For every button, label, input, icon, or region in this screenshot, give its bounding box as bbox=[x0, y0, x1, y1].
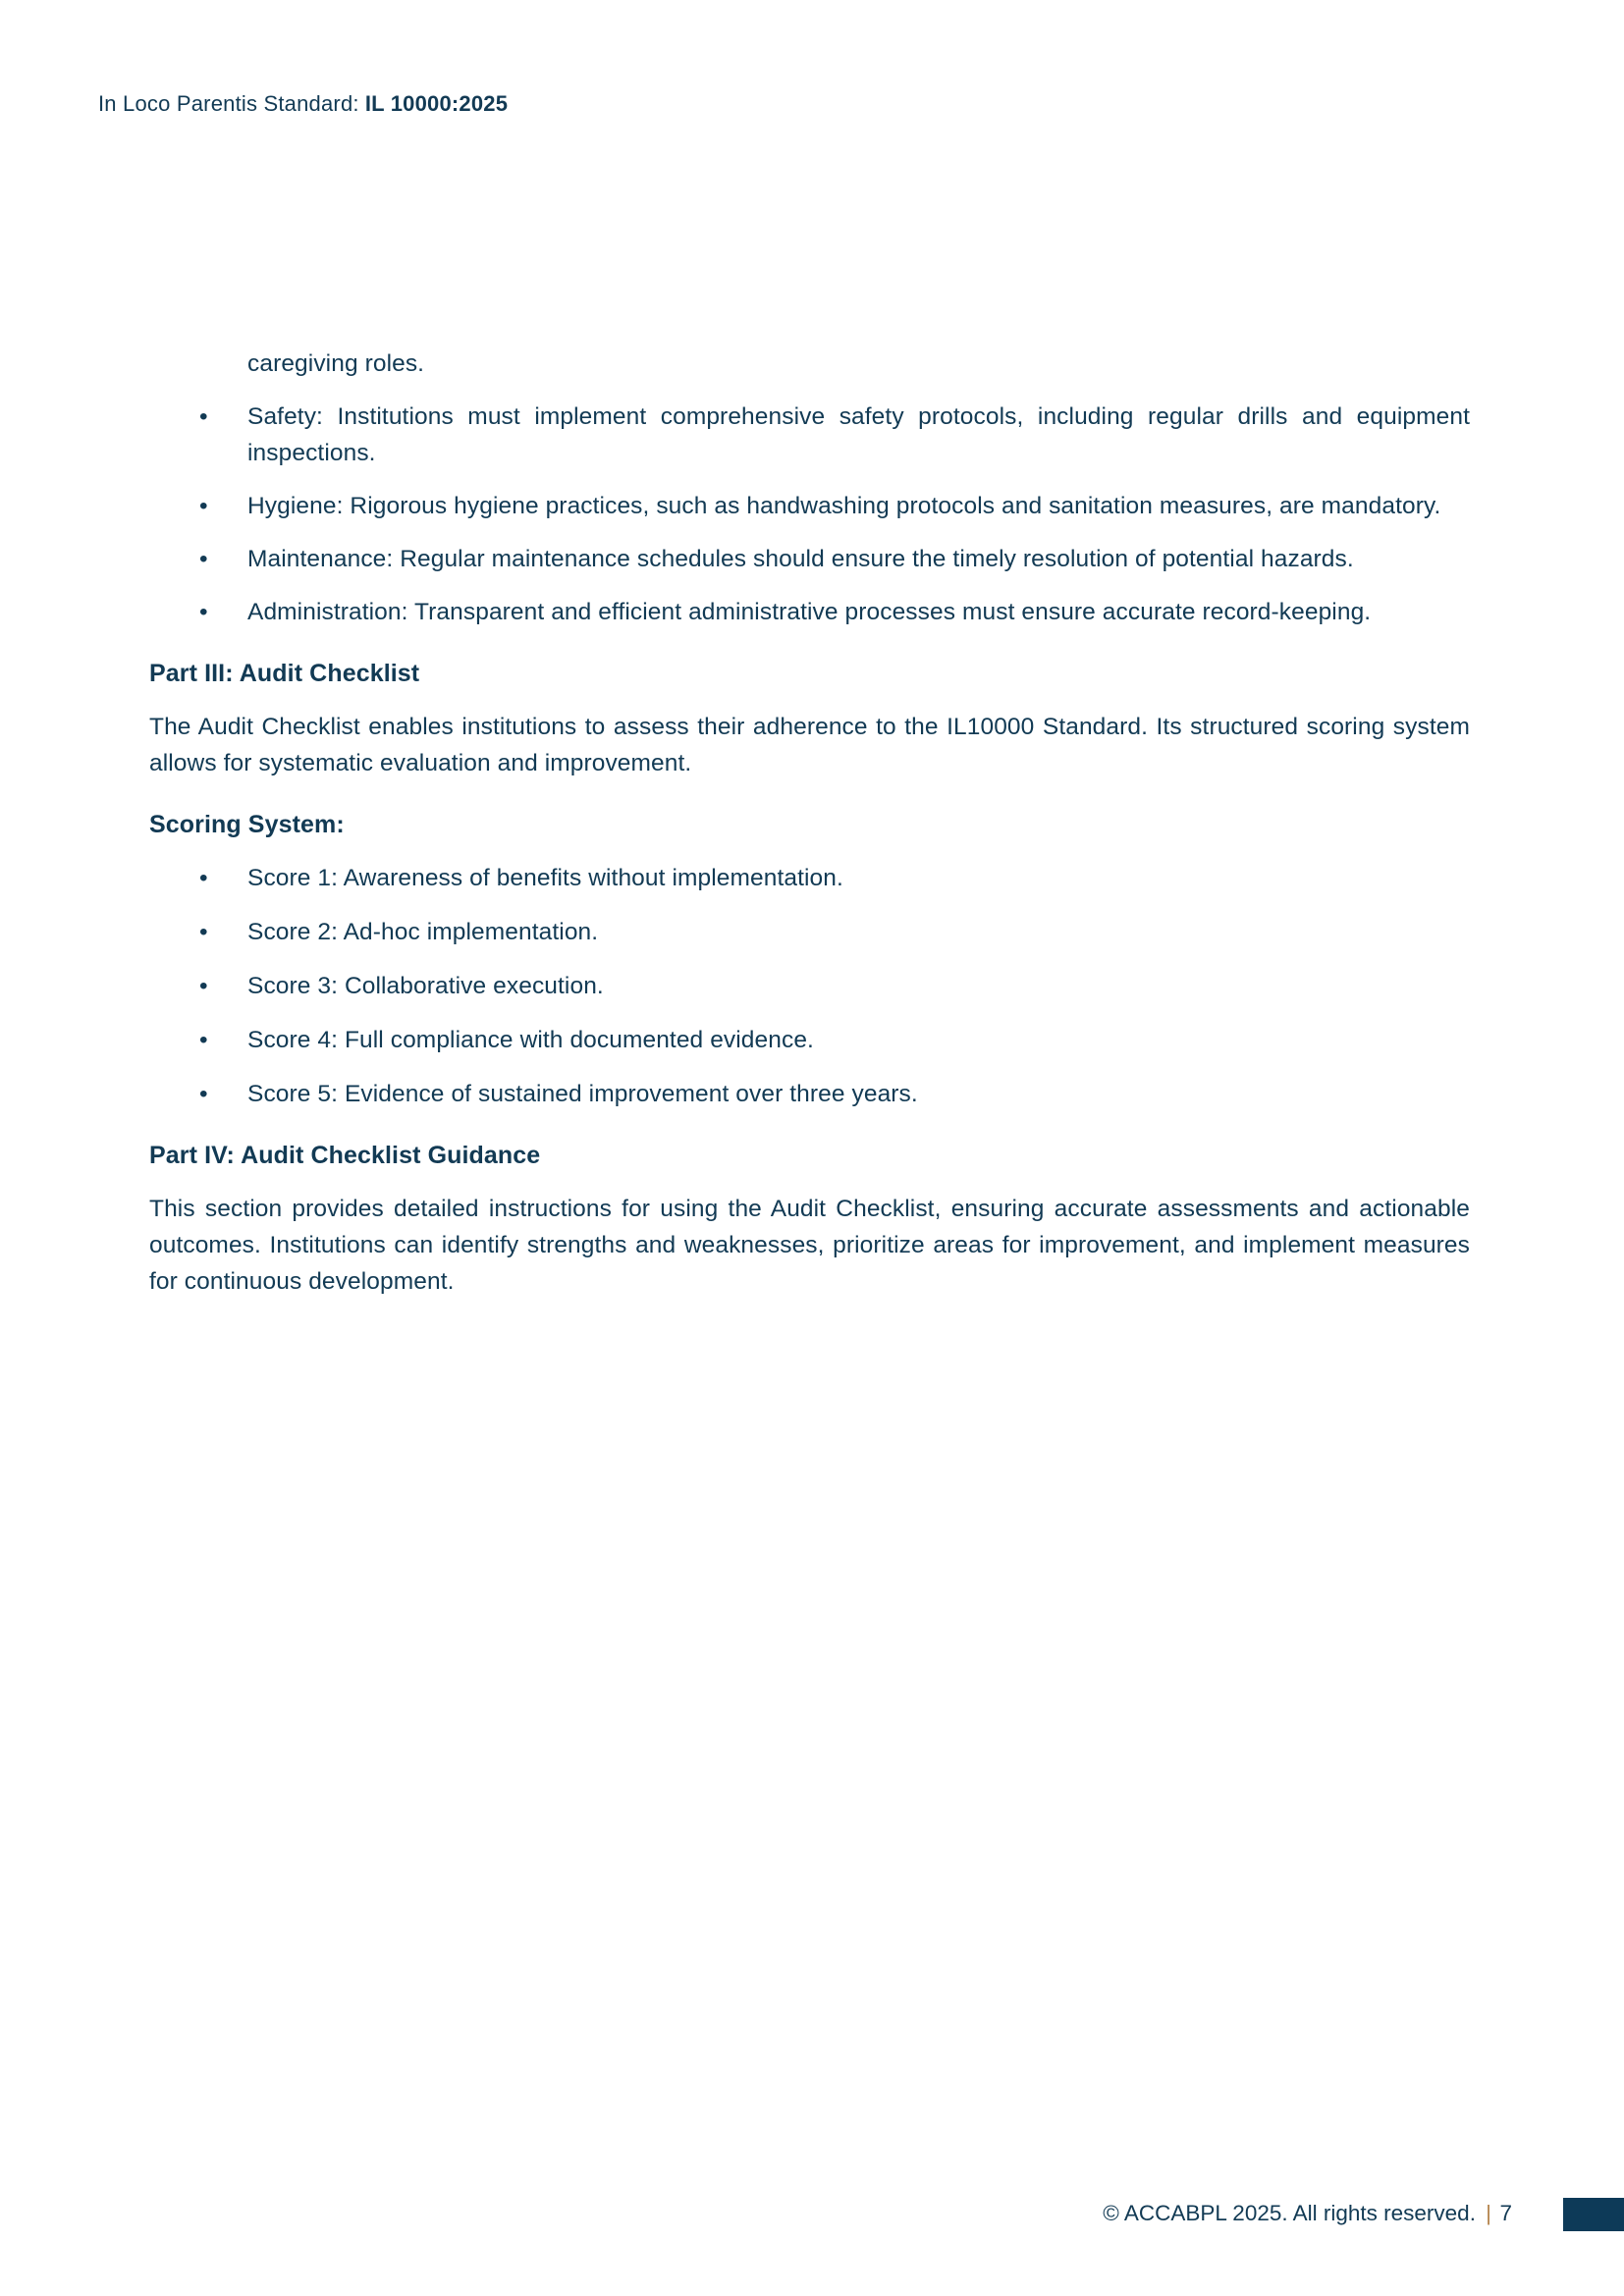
list-item-text: Administration: Transparent and efficient administrative processes must ensure accurate record-keeping. bbox=[247, 599, 1372, 625]
part4-heading: Part IV: Audit Checklist Guidance bbox=[149, 1142, 541, 1169]
bullet-icon: • bbox=[199, 1027, 208, 1053]
list-item bbox=[149, 594, 1470, 630]
list-item-text: Score 4: Full compliance with documented evidence. bbox=[247, 1027, 814, 1053]
copyright-text: © ACCABPL 2025. All rights reserved. bbox=[1103, 2201, 1476, 2225]
footer-separator: | bbox=[1486, 2201, 1491, 2225]
principles-bullet-list bbox=[149, 399, 1470, 630]
part3-paragraph: The Audit Checklist enables institutions to assess their adherence to the IL10000 Standard. Its structured scoring system allows for systematic evaluation and improvement. bbox=[149, 714, 1470, 776]
page-edge-tab bbox=[1563, 2198, 1624, 2231]
continuation-text: caregiving roles. bbox=[247, 350, 425, 377]
bullet-icon: • bbox=[199, 403, 208, 430]
list-item bbox=[149, 488, 1470, 524]
bullet-icon: • bbox=[199, 493, 208, 519]
bullet-icon: • bbox=[199, 599, 208, 625]
page-number: 7 bbox=[1499, 2201, 1512, 2225]
list-item bbox=[149, 1076, 1470, 1112]
scoring-list bbox=[149, 860, 1470, 1112]
list-item-text: Score 2: Ad-hoc implementation. bbox=[247, 919, 599, 945]
list-item bbox=[149, 860, 1470, 896]
part4-paragraph: This section provides detailed instructions for using the Audit Checklist, ensuring accurate assessments and actionable outcomes. Institutions can identify strengths and weaknesses, prioritize areas for improvement, and implement measures for continuous development. bbox=[149, 1196, 1470, 1295]
header-standard-code: IL 10000:2025 bbox=[364, 91, 509, 116]
list-item-text: Maintenance: Regular maintenance schedules should ensure the timely resolution of potential hazards. bbox=[247, 546, 1354, 572]
running-header bbox=[98, 91, 508, 117]
scoring-system-heading: Scoring System: bbox=[149, 811, 345, 838]
list-item bbox=[149, 1022, 1470, 1058]
list-item bbox=[149, 541, 1470, 577]
list-item-text: Score 3: Collaborative execution. bbox=[247, 973, 604, 999]
list-item bbox=[149, 914, 1470, 950]
bullet-icon: • bbox=[199, 546, 208, 572]
bullet-icon: • bbox=[199, 1081, 208, 1107]
list-item-text: Safety: Institutions must implement comprehensive safety protocols, including regular drills and equipment inspections. bbox=[247, 403, 1470, 466]
bullet-icon: • bbox=[199, 919, 208, 945]
page-footer bbox=[1103, 2199, 1512, 2228]
list-item bbox=[149, 968, 1470, 1004]
list-item-text: Score 5: Evidence of sustained improvement over three years. bbox=[247, 1081, 918, 1107]
list-item-text: Hygiene: Rigorous hygiene practices, such as handwashing protocols and sanitation measures, are mandatory. bbox=[247, 493, 1441, 519]
part3-heading: Part III: Audit Checklist bbox=[149, 660, 420, 687]
bullet-icon: • bbox=[199, 865, 208, 891]
bullet-icon: • bbox=[199, 973, 208, 999]
header-title: In Loco Parentis Standard: bbox=[98, 91, 359, 116]
list-item-text: Score 1: Awareness of benefits without implementation. bbox=[247, 865, 843, 891]
page-content bbox=[149, 346, 1470, 1316]
list-item bbox=[149, 399, 1470, 471]
